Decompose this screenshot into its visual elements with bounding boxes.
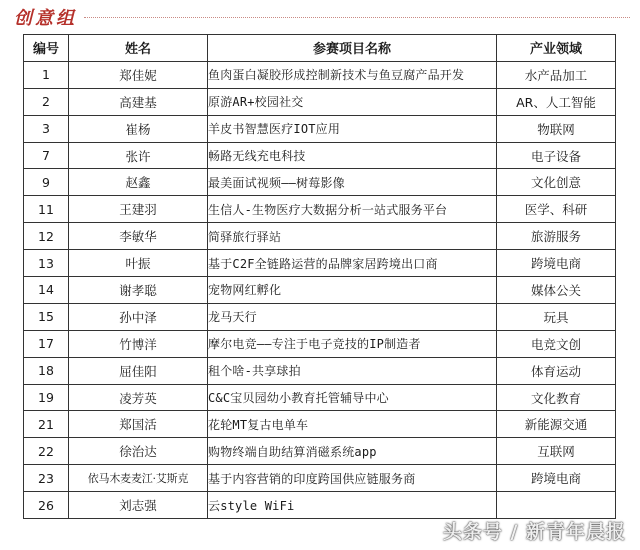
cell-project: 龙马天行 — [208, 303, 497, 330]
cell-number: 9 — [24, 169, 69, 196]
cell-project: 简驿旅行驿站 — [208, 223, 497, 250]
cell-name: 赵鑫 — [69, 169, 208, 196]
cell-field: 体育运动 — [497, 357, 616, 384]
cell-project: 基于C2F全链路运营的品牌家居跨境出口商 — [208, 250, 497, 277]
cell-field: 媒体公关 — [497, 277, 616, 304]
cell-name: 刘志强 — [69, 492, 208, 519]
table-row — [24, 357, 616, 384]
table-row — [24, 277, 616, 304]
cell-name: 竹博洋 — [69, 330, 208, 357]
cell-name: 谢孝聪 — [69, 277, 208, 304]
cell-project: 鱼肉蛋白凝胶形成控制新技术与鱼豆腐产品开发 — [208, 61, 497, 88]
header-field: 产业领域 — [497, 35, 616, 62]
cell-name: 王建羽 — [69, 196, 208, 223]
table-row — [24, 115, 616, 142]
cell-field — [497, 492, 616, 519]
cell-project: 原游AR+校园社交 — [208, 88, 497, 115]
cell-project: 花轮MT复古电单车 — [208, 411, 497, 438]
cell-number: 18 — [24, 357, 69, 384]
cell-name: 屈佳阳 — [69, 357, 208, 384]
cell-project: C&C宝贝园幼小教育托管辅导中心 — [208, 384, 497, 411]
cell-number: 17 — [24, 330, 69, 357]
section-heading — [0, 0, 640, 34]
cell-number: 3 — [24, 115, 69, 142]
cell-name: 叶振 — [69, 250, 208, 277]
cell-number: 13 — [24, 250, 69, 277]
cell-field: 医学、科研 — [497, 196, 616, 223]
cell-field: 电竞文创 — [497, 330, 616, 357]
cell-field: 物联网 — [497, 115, 616, 142]
cell-number: 19 — [24, 384, 69, 411]
cell-name: 郑国活 — [69, 411, 208, 438]
table-row — [24, 492, 616, 519]
header-project: 参赛项目名称 — [208, 35, 497, 62]
cell-number: 26 — [24, 492, 69, 519]
cell-project: 羊皮书智慧医疗IOT应用 — [208, 115, 497, 142]
cell-field: 文化教育 — [497, 384, 616, 411]
cell-name: 徐治达 — [69, 438, 208, 465]
table-row — [24, 223, 616, 250]
cell-number: 15 — [24, 303, 69, 330]
cell-field: AR、人工智能 — [497, 88, 616, 115]
cell-project: 生信人-生物医疗大数据分析一站式服务平台 — [208, 196, 497, 223]
cell-name: 李敏华 — [69, 223, 208, 250]
table-row — [24, 465, 616, 492]
table-header-row — [24, 35, 616, 62]
cell-field: 电子设备 — [497, 142, 616, 169]
table-row — [24, 411, 616, 438]
header-number: 编号 — [24, 35, 69, 62]
cell-field: 玩具 — [497, 303, 616, 330]
header-name: 姓名 — [69, 35, 208, 62]
contestant-table — [23, 34, 616, 519]
table-row — [24, 142, 616, 169]
cell-number: 21 — [24, 411, 69, 438]
table-row — [24, 330, 616, 357]
table-row — [24, 88, 616, 115]
cell-project: 租个啥-共享球拍 — [208, 357, 497, 384]
cell-field: 文化创意 — [497, 169, 616, 196]
heading-divider — [84, 17, 630, 18]
table-row — [24, 250, 616, 277]
cell-name: 崔杨 — [69, 115, 208, 142]
cell-number: 1 — [24, 61, 69, 88]
cell-number: 22 — [24, 438, 69, 465]
cell-number: 7 — [24, 142, 69, 169]
cell-number: 23 — [24, 465, 69, 492]
cell-name: 高建基 — [69, 88, 208, 115]
cell-project: 畅路无线充电科技 — [208, 142, 497, 169]
cell-number: 2 — [24, 88, 69, 115]
cell-project: 购物终端自助结算消磁系统app — [208, 438, 497, 465]
source-watermark: 头条号 / 新青年晨报 — [442, 521, 626, 543]
cell-number: 12 — [24, 223, 69, 250]
cell-project: 最美面试视频——树莓影像 — [208, 169, 497, 196]
table-row — [24, 169, 616, 196]
cell-project: 宠物网红孵化 — [208, 277, 497, 304]
table-row — [24, 61, 616, 88]
cell-project: 云style WiFi — [208, 492, 497, 519]
cell-field: 新能源交通 — [497, 411, 616, 438]
table-row — [24, 303, 616, 330]
cell-name: 依马木麦麦江·艾斯克 — [69, 465, 208, 492]
cell-field: 旅游服务 — [497, 223, 616, 250]
section-title: 创意组 — [14, 8, 77, 29]
cell-number: 14 — [24, 277, 69, 304]
table-row — [24, 196, 616, 223]
cell-field: 水产品加工 — [497, 61, 616, 88]
cell-field: 跨境电商 — [497, 250, 616, 277]
cell-name: 郑佳妮 — [69, 61, 208, 88]
cell-project: 摩尔电竞——专注于电子竞技的IP制造者 — [208, 330, 497, 357]
cell-number: 11 — [24, 196, 69, 223]
table-row — [24, 438, 616, 465]
cell-project: 基于内容营销的印度跨国供应链服务商 — [208, 465, 497, 492]
cell-name: 孙中泽 — [69, 303, 208, 330]
cell-name: 凌芳英 — [69, 384, 208, 411]
cell-field: 跨境电商 — [497, 465, 616, 492]
table-row — [24, 384, 616, 411]
cell-field: 互联网 — [497, 438, 616, 465]
cell-name: 张许 — [69, 142, 208, 169]
